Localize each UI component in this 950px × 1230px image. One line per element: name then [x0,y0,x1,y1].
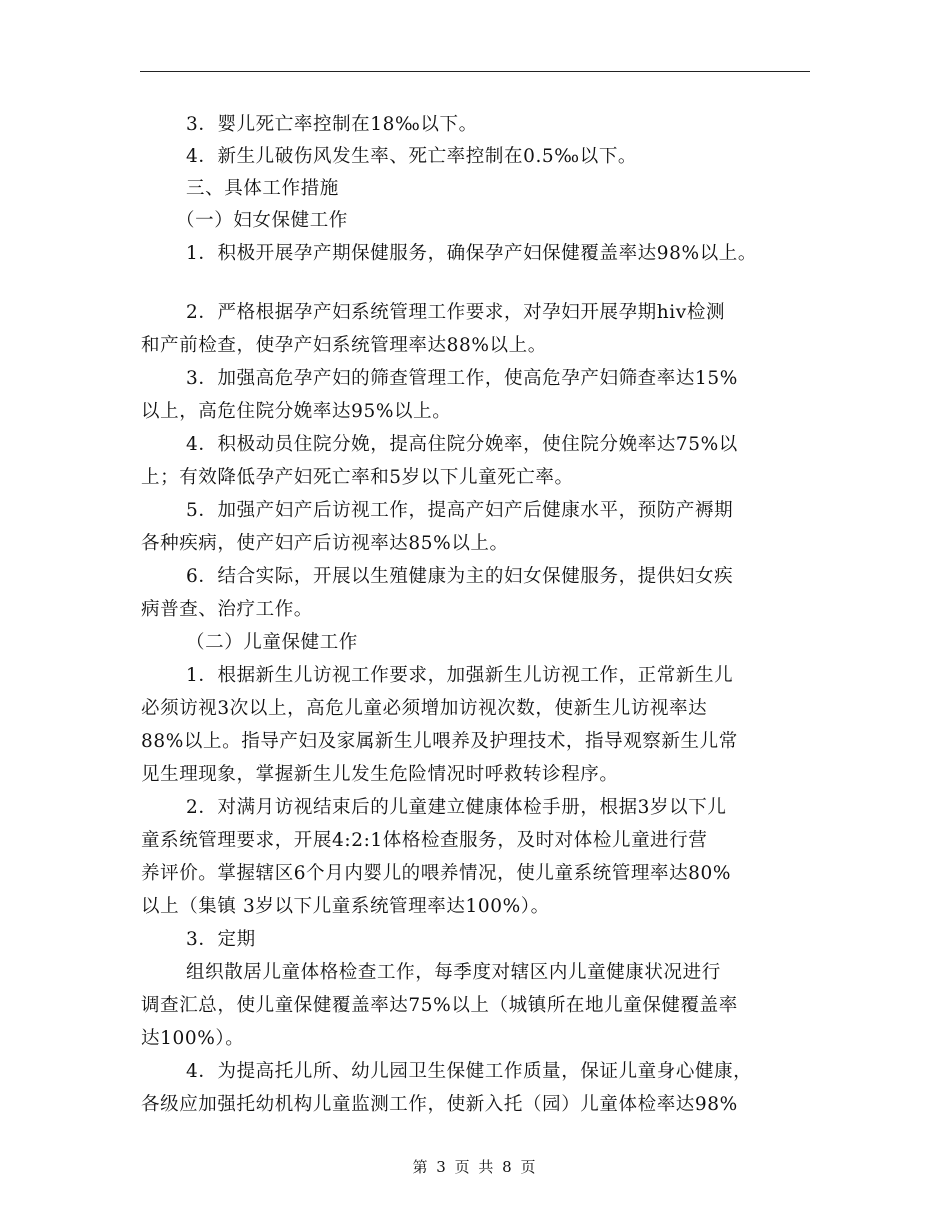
header-rule [140,71,810,72]
text-line: 6．结合实际，开展以生殖健康为主的妇女保健服务，提供妇女疾 [186,566,734,587]
text-line: 调查汇总，使儿童保健覆盖率达75%以上（城镇所在地儿童保健覆盖率 [141,995,738,1016]
text-line: 病普查、治疗工作。 [141,599,313,620]
text-line: 组织散居儿童体格检查工作，每季度对辖区内儿童健康状况进行 [186,962,721,983]
text-line: 1．根据新生儿访视工作要求，加强新生儿访视工作，正常新生儿 [186,665,734,686]
text-line: 养评价。掌握辖区6个月内婴儿的喂养情况，使儿童系统管理率达80% [141,863,732,884]
text-line: 以上（集镇 3岁以下儿童系统管理率达100%）。 [141,896,550,917]
text-line: 和产前检查，使孕产妇系统管理率达88%以上。 [141,335,547,356]
text-line: 各种疾病，使产妇产后访视率达85%以上。 [141,533,509,554]
page-footer: 第 3 页 共 8 页 [412,1158,538,1176]
text-line: 必须访视3次以上，高危儿童必须增加访视次数，使新生儿访视率达 [141,698,708,719]
section-heading: 三、具体工作措施 [186,178,339,199]
text-line: 达100%）。 [141,1028,245,1049]
text-line: 3．婴儿死亡率控制在18‰以下。 [186,114,478,135]
text-line: 上；有效降低孕产妇死亡率和5岁以下儿童死亡率。 [141,467,574,488]
text-line: 各级应加强托幼机构儿童监测工作，使新入托（园）儿童体检率达98% [141,1094,738,1115]
subsection-heading: （二）儿童保健工作 [186,632,358,653]
text-line: 童系统管理要求，开展4:2:1体格检查服务，及时对体检儿童进行营 [141,830,708,851]
text-line: 2．对满月访视结束后的儿童建立健康体检手册，根据3岁以下儿 [186,797,727,818]
text-line: 5．加强产妇产后访视工作，提高产妇产后健康水平，预防产褥期 [186,500,734,521]
text-line: 3．加强高危孕产妇的筛查管理工作，使高危孕产妇筛查率达15% [186,368,738,389]
text-line: 以上，高危住院分娩率达95%以上。 [141,401,452,422]
text-line: 3．定期 [186,929,256,950]
text-line: 88%以上。指导产妇及家属新生儿喂养及护理技术，指导观察新生儿常 [141,731,738,752]
text-line: 4．为提高托儿所、幼儿园卫生保健工作质量，保证儿童身心健康， [186,1061,753,1082]
subsection-heading: （一）妇女保健工作 [176,210,348,231]
text-line: 4．新生儿破伤风发生率、死亡率控制在0.5‰以下。 [186,146,638,167]
text-line: 1．积极开展孕产期保健服务，确保孕产妇保健覆盖率达98%以上。 [186,243,757,264]
text-line: 2．严格根据孕产妇系统管理工作要求，对孕妇开展孕期hiv检测 [186,302,726,323]
text-line: 见生理现象，掌握新生儿发生危险情况时呼救转诊程序。 [141,764,619,785]
text-line: 4．积极动员住院分娩，提高住院分娩率，使住院分娩率达75%以 [186,434,738,455]
